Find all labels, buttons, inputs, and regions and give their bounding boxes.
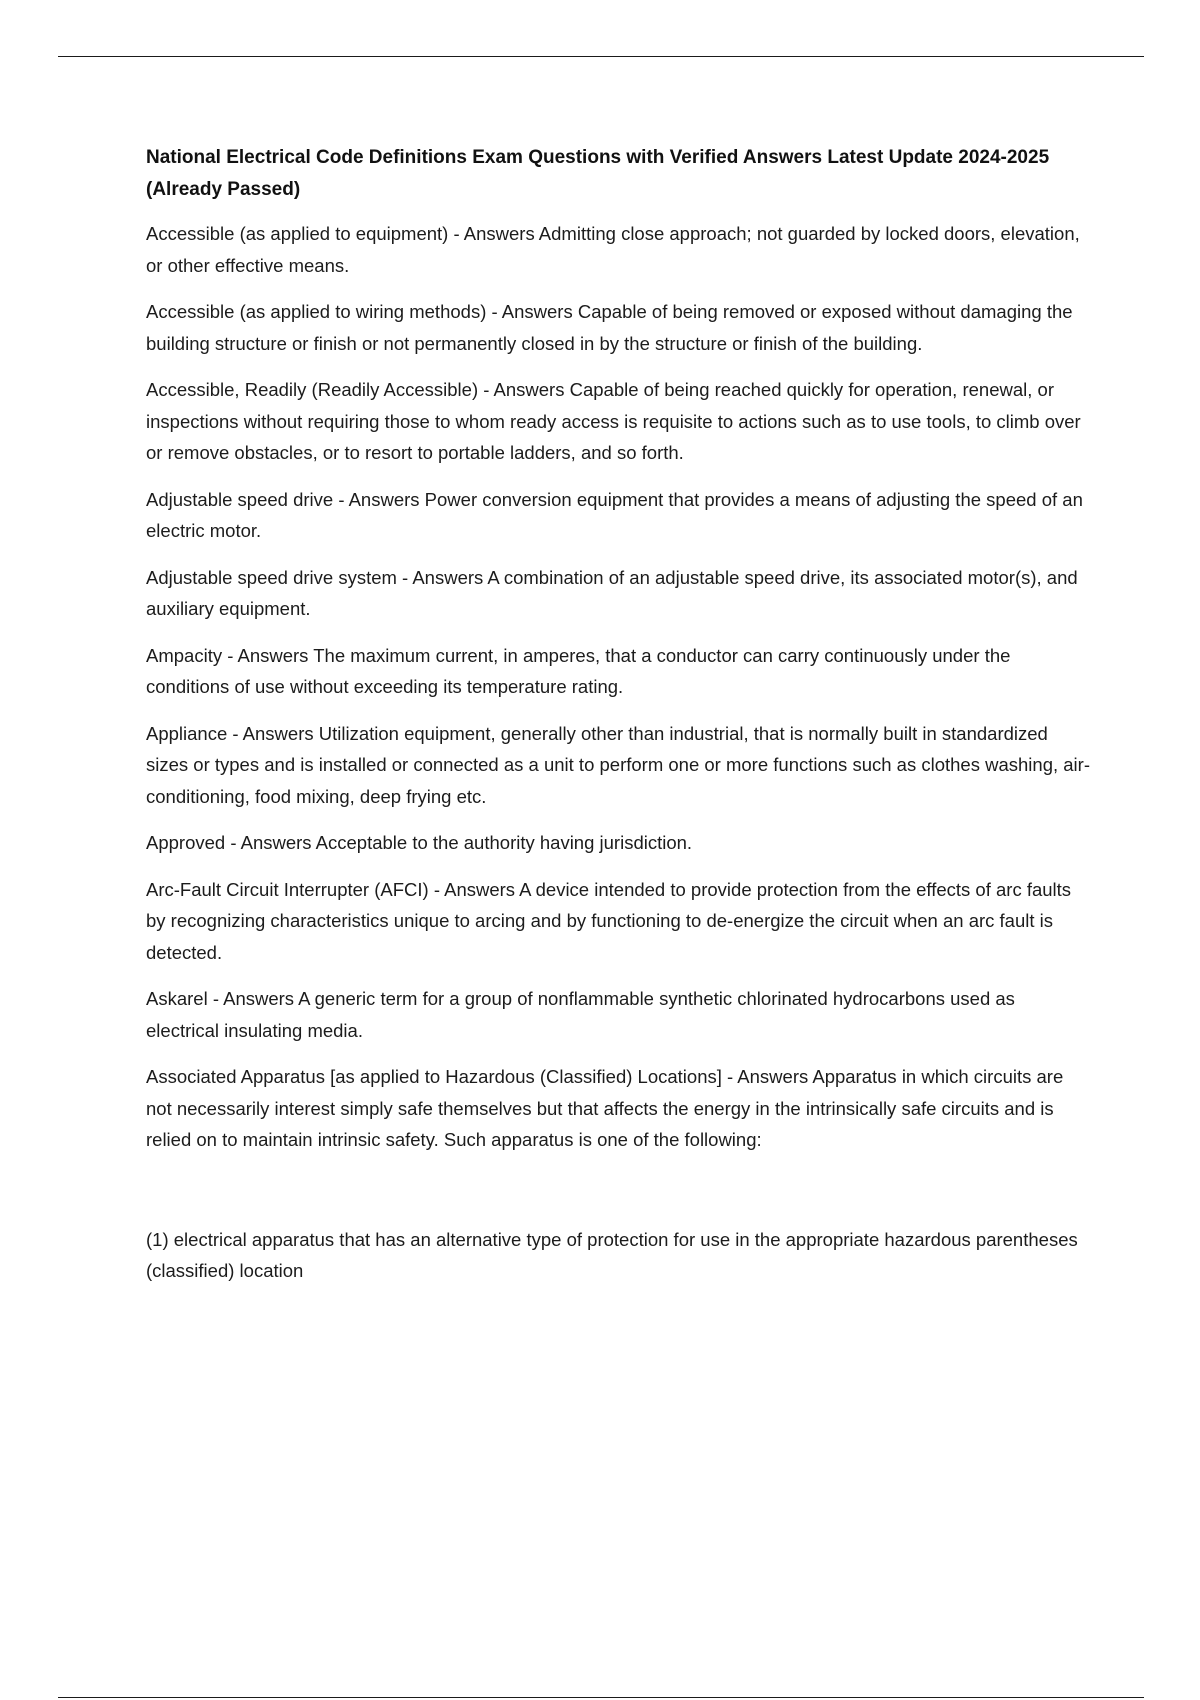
definition-entry: Askarel - Answers A generic term for a group of nonflammable synthetic chlorinated hydrocarbons used as electrical insulating media. xyxy=(146,988,1015,1041)
definition-entry: Associated Apparatus [as applied to Hazardous (Classified) Locations] - Answers Apparatus in which circuits are not necessarily interest simply safe themselves but that affects the energy in the intrinsically safe circuits and is relied on to maintain intrinsic safety. Such apparatus is one of the following: xyxy=(146,1066,1064,1150)
top-rule xyxy=(58,56,1144,57)
definition-entry: Accessible (as applied to wiring methods) - Answers Capable of being removed or exposed without damaging the building structure or finish or not permanently closed in by the structure or finish of the building. xyxy=(146,301,1073,354)
definition-entry: Appliance - Answers Utilization equipment, generally other than industrial, that is normally built in standardized sizes or types and is installed or connected as a unit to perform one or more functions such as clothes washing, air-conditioning, food mixing, deep frying etc. xyxy=(146,722,1090,807)
definition-entry: Accessible (as applied to equipment) - Answers Admitting close approach; not guarded by locked doors, elevation, or other effective means. xyxy=(146,223,1080,276)
definition-entry: Arc-Fault Circuit Interrupter (AFCI) - Answers A device intended to provide protection from the effects of arc faults by recognizing characteristics unique to arcing and by functioning to de-energize the circuit when an arc fault is detected. xyxy=(146,878,1072,963)
definition-entry: Accessible, Readily (Readily Accessible) - Answers Capable of being reached quickly for operation, renewal, or inspections without requiring those to whom ready access is requisite to actions such as to use tools, to climb over or remove obstacles, or to resort to portable ladders, and so forth. xyxy=(146,379,1081,463)
definition-entry: Adjustable speed drive system - Answers A combination of an adjustable speed drive, its associated motor(s), and auxiliary equipment. xyxy=(146,566,1078,619)
paragraph-gap xyxy=(146,1171,1092,1224)
definition-entry: Adjustable speed drive - Answers Power conversion equipment that provides a means of adjusting the speed of an electric motor. xyxy=(146,488,1083,541)
definition-entry: Ampacity - Answers The maximum current, in amperes, that a conductor can carry continuously under the conditions of use without exceeding its temperature rating. xyxy=(146,644,1011,697)
document-body xyxy=(146,142,1092,1302)
list-item: (1) electrical apparatus that has an alternative type of protection for use in the appropriate hazardous parentheses (classified) location xyxy=(146,1228,1078,1281)
bottom-rule xyxy=(58,1697,1144,1698)
definition-entry: Approved - Answers Acceptable to the authority having jurisdiction. xyxy=(146,832,693,853)
document-title: National Electrical Code Definitions Exam Questions with Verified Answers Latest Update 2024-2025 (Already Passed) xyxy=(146,147,1050,200)
